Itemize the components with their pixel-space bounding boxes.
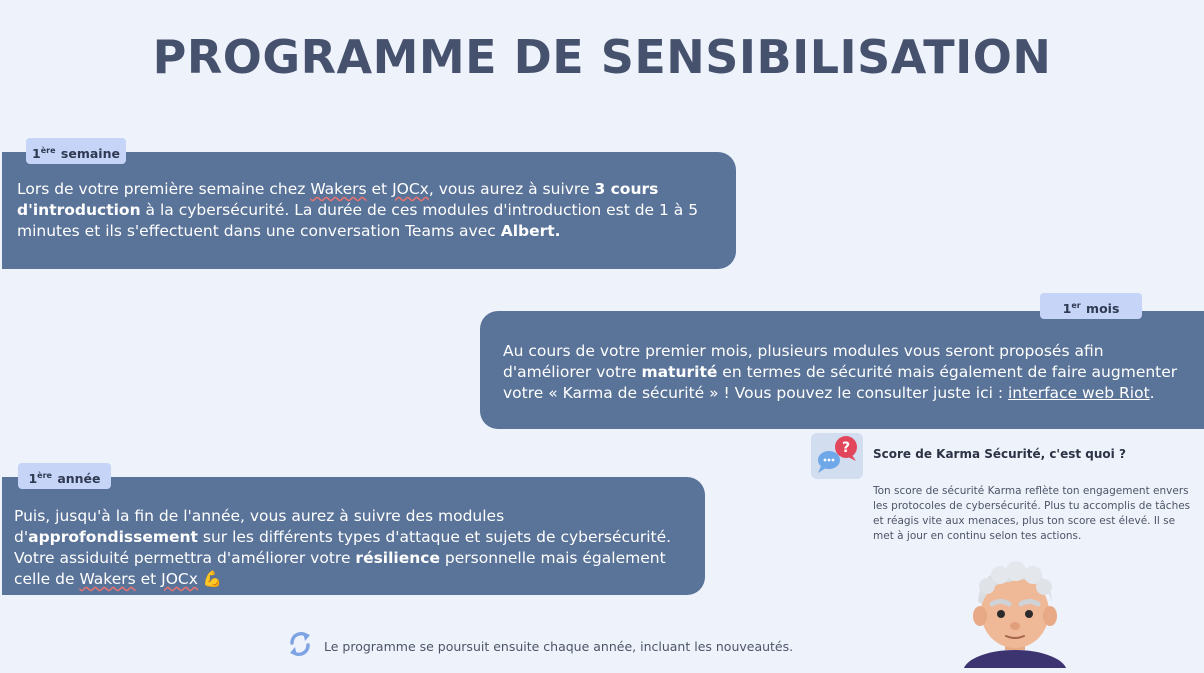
week-badge-sup: ère (40, 146, 56, 155)
week-card (2, 152, 736, 269)
footer-text: Le programme se poursuit ensuite chaque année, incluant les nouveautés. (324, 638, 794, 654)
week-text-2: et (366, 180, 393, 198)
jocx-name: JOCx (392, 180, 429, 198)
karma-description: Ton score de sécurité Karma reflète ton engagement envers les protocoles de cybersécurité. Plus tu accomplis de tâches et réagis vite aux menaces, plus ton score est élevé. Il se met à jour en continu selon tes actions. (873, 485, 1191, 542)
week-text-1: Lors de votre première semaine chez (17, 180, 311, 198)
month-card (480, 311, 1204, 429)
year-badge-sup: ère (37, 471, 52, 480)
year-bold-deepening: approfondissement (28, 528, 198, 546)
refresh-icon (286, 628, 314, 665)
week-badge (26, 138, 126, 164)
month-bold-maturity: maturité (641, 363, 718, 381)
week-text-3: , vous aurez à suivre (428, 180, 595, 198)
riot-interface-link[interactable]: interface web Riot (1007, 384, 1150, 402)
week-bold-albert: Albert. (500, 222, 561, 240)
year-badge (18, 463, 111, 489)
week-badge-num: 1 (32, 146, 41, 161)
month-badge-num: 1 (1062, 301, 1072, 316)
year-text-1: Puis, jusqu'à la fin de l'année, vous aurez à suivre des modules d' (14, 507, 505, 546)
month-text-3: . (1149, 384, 1155, 402)
year-bold-resilience: résilience (355, 549, 440, 567)
year-text-4: et (135, 570, 162, 588)
month-text-1: Au cours de votre premier mois, plusieurs modules vous seront proposés afin d'améliorer votre (503, 342, 1104, 381)
wakers-name: Wakers (79, 570, 136, 588)
month-badge-sup: er (1071, 301, 1081, 310)
footer (286, 628, 793, 664)
month-badge (1040, 293, 1142, 319)
karma-title: Score de Karma Sécurité, c'est quoi ? (873, 447, 1126, 461)
svg-text:?: ? (841, 440, 851, 456)
wakers-name: Wakers (310, 180, 367, 198)
week-badge-word: semaine (60, 146, 120, 161)
month-text-2: en termes de sécurité mais également de faire augmenter votre « Karma de sécurité » ! Vous pouvez le consulter juste ici : (503, 363, 1178, 402)
chat-question-icon (811, 433, 863, 479)
week-bold-courses: 3 cours d'introduction (17, 180, 659, 219)
year-badge-word: année (57, 471, 101, 486)
page-title: PROGRAMME DE SENSIBILISATION (152, 30, 1052, 84)
year-badge-num: 1 (28, 471, 38, 486)
jocx-name: JOCx (161, 570, 198, 588)
week-text-4: à la cybersécurité. La durée de ces modules d'introduction est de 1 à 5 minutes et ils s'effectuent dans une conversation Teams avec (17, 201, 699, 240)
flexed-biceps-icon: 💪 (202, 570, 223, 588)
year-card (2, 477, 705, 595)
month-badge-word: mois (1086, 301, 1120, 316)
year-text-2: sur les différents types d'attaque et sujets de cybersécurité. Votre assiduité permettra d'améliorer votre (14, 528, 672, 567)
year-text-3: personnelle mais également celle de (14, 549, 666, 588)
avatar (950, 560, 1080, 668)
